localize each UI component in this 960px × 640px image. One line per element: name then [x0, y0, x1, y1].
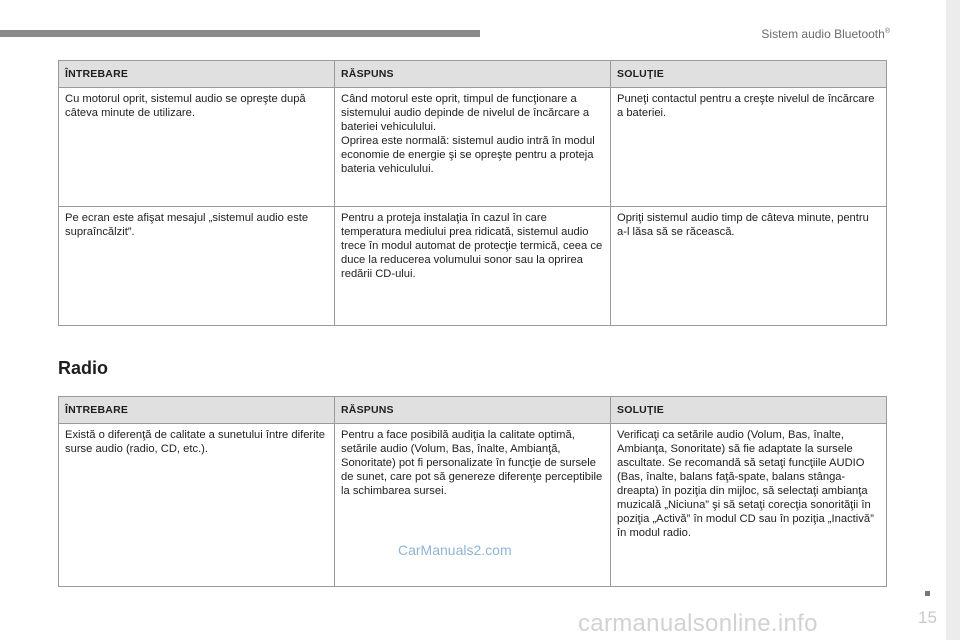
- table-header-row: [59, 397, 887, 424]
- table-row: [59, 207, 887, 326]
- footer-watermark: carmanualsonline.info: [578, 610, 818, 637]
- table-row: [59, 88, 887, 207]
- page-number: 15: [918, 608, 937, 627]
- header-title-sup: ®: [884, 28, 890, 35]
- page-marker-square: [925, 591, 930, 596]
- section-title-radio: Radio: [58, 358, 109, 378]
- troubleshooting-table-radio: [58, 396, 887, 587]
- column-header-question: ÎNTREBARE: [59, 61, 335, 88]
- table-row: [59, 424, 887, 587]
- column-header-question: ÎNTREBARE: [59, 397, 335, 424]
- column-header-answer: RĂSPUNS: [335, 397, 611, 424]
- troubleshooting-table-audio: [58, 60, 887, 326]
- solution-cell: Puneţi contactul pentru a creşte nivelul de încărcare a bateriei.: [611, 88, 887, 207]
- solution-cell: Opriţi sistemul audio timp de câteva minute, pentru a-l lăsa să se răcească.: [611, 207, 887, 326]
- column-header-solution: SOLUŢIE: [611, 397, 887, 424]
- question-cell: Pe ecran este afişat mesajul „sistemul audio este supraîncălzit”.: [59, 207, 335, 326]
- column-header-solution: SOLUŢIE: [611, 61, 887, 88]
- question-cell: Cu motorul oprit, sistemul audio se opreşte după câteva minute de utilizare.: [59, 88, 335, 207]
- page-header-title: [761, 27, 890, 41]
- answer-cell: Pentru a proteja instalaţia în cazul în care temperatura mediului prea ridicată, sistemul audio trece în modul automat de protecţie termică, ceea ce duce la reducerea volumului sonor sau la oprirea redării CD-ului.: [335, 207, 611, 326]
- solution-cell: Verificaţi ca setările audio (Volum, Bas, înalte, Ambianţa, Sonoritate) să fie adaptate la sursele ascultate. Se recomandă să setaţi funcţiile AUDIO (Bas, înalte, balans faţă-spate, balans stânga-dreapta) în poziţia din mijloc, să selectaţi ambianţa muzicală „Niciuna” şi să setaţi corecţia sonorităţii în poziţia „Activă” în modul CD sau în poziţia „Inactivă” în modul radio.: [611, 424, 887, 587]
- column-header-answer: RĂSPUNS: [335, 61, 611, 88]
- answer-cell: Când motorul este oprit, timpul de funcţionare a sistemului audio depinde de nivelul de încărcare a bateriei vehiculului. Oprirea este normală: sistemul audio intră în modul economie de energie şi se opreşte pentru a proteja bateria vehiculului.: [335, 88, 611, 207]
- answer-cell: Pentru a face posibilă audiţia la calitate optimă, setările audio (Volum, Bas, înalte, Ambianţă, Sonoritate) pot fi personalizate în funcţie de sursele de sunet, care pot să genereze diferenţe perceptibile la schimbarea sursei.: [335, 424, 611, 587]
- question-cell: Există o diferenţă de calitate a sunetului între diferite surse audio (radio, CD, etc.).: [59, 424, 335, 587]
- header-bar: [0, 30, 480, 37]
- page-edge-band: [946, 0, 960, 640]
- watermark-carmanuals2: CarManuals2.com: [398, 542, 512, 558]
- table-header-row: [59, 61, 887, 88]
- header-title-text: Sistem audio Bluetooth: [761, 27, 885, 41]
